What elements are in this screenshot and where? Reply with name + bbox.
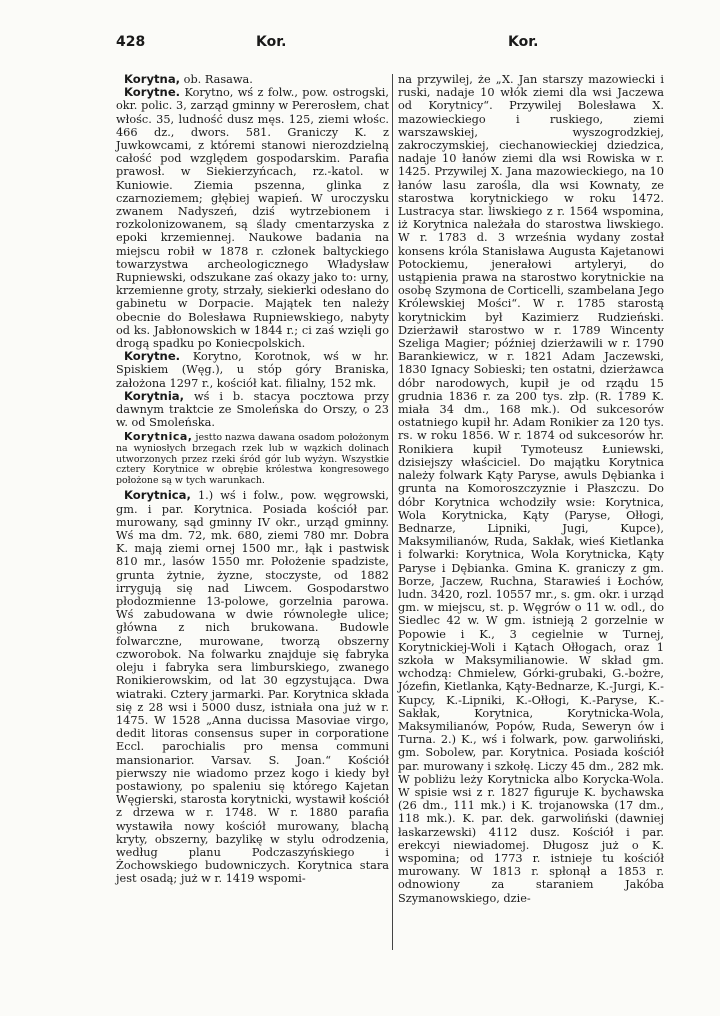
running-head-right: Kor. bbox=[508, 34, 539, 50]
entry-korytnica-1 bbox=[116, 489, 389, 885]
left-column bbox=[116, 73, 389, 886]
entry-korytnica-continued: na przywilej, że „X. Jan starszy mazowiecki i ruski, nadaje 10 włók ziemi dla wsi Jaczewa od Korytnicy“. Przywilej Bolesława X. mazowieckiego i ruskiego, ziemi warszawskiej, wyszogrodzkiej, zakroczymskiej, ciechanowieckiej dziedzica, nadaje 10 łanów ziemi dla wsi Rowiska w r. 1425. Przywilej X. Jana mazowieckiego, na 10 łanów lasu zarośla, dla wsi Kownaty, ze starostwa korytnickiego w roku 1472. Lustracya star. liwskiego z r. 1564 wspomina, iż Korytnica należała do starostwa liwskiego. W r. 1783 d. 3 września wydany został konsens króla Stanisława Augusta Kajetanowi Potockiemu, jenerałowi artyleryi, do ustąpienia prawa na starostwo korytnickie na osobę Szymona de Corticelli, szambelana Jego Królewskiej Mości“. W r. 1785 starostą korytnickim był Kazimierz Rudzieński. Dzierżawił starostwo w r. 1789 Wincenty Szeliga Magier; później dzierżawili w r. 1790 Barankiewicz, w r. 1821 Adam Jaczewski, 1830 Ignacy Sobieski; ten ostatni, dzierżawca dóbr narodowych, kupił je od rządu 15 grudnia 1836 r. za 200 tys. złp. (R. 1789 K. miała 34 dm., 168 mk.). Od sukcesorów ostatniego kupił hr. Adam Ronikier za 120 tys. rs. w roku 1856. W r. 1874 od sukcesorów hr. Ronikiera kupił Tymoteusz Łuniewski, dzisiejszy właściciel. Do majątku Korytnica należy folwark Kąty Paryse, awuls Dębianka i grunta na Komoroszczyznie i Płaszczu. Do dóbr Korytnica wchodziły wsie: Korytnica, Wola Korytnicka, Kąty (Paryse, Ołłogi, Bednarze, Lipniki, Jugi, Kupce), Maksymilianów, Ruda, Sakłak, wieś Kietlanka i folwarki: Korytnica, Wola Korytnicka, Kąty Paryse i Dębianka. Gmina K. graniczy z gm. Borze, Jaczew, Ruchna, Starawieś i Łochów, ludn. 3420, rozl. 10557 mr., s. gm. okr. i urząd gm. w miejscu, st. p. Węgrów o 11 w. odl., do Siedlec 42 w. W gm. istnieją 2 gorzelnie w Popowie i K., 3 cegielnie w Turnej, Korytnickiej-Woli i Kątach Ołłogach, oraz 1 szkoła w Maksymilianowie. W skład gm. wchodzą: Chmielew, Górki-grubaki, G.-bożre, Józefin, Kietlanka, Kąty-Bednarze, K.-Jurgi, K.-Kupcy, K.-Lipniki, K.-Ołłogi, K.-Paryse, K.-Sakłak, Korytnica, Korytnicka-Wola, Maksymilianów, Popów, Ruda, Seweryn ów i Turna. 2.) K., wś i folwark, pow. garwoliński, gm. Sobolew, par. Korytnica. Posiada kościół par. murowany i szkołę. Liczy 45 dm., 282 mk. W pobliżu leży Korytnicka albo Korycka-Wola. W spisie wsi z r. 1827 figuruje K. bychawska (26 dm., 111 mk.) i K. trojanowska (17 dm., 118 mk.). K. par. dek. garwoliński (dawniej łaskarzewski) 4112 dusz. Kościół i par. erekcyi niewiadomej. Długosz już o K. wspomina; od 1773 r. istnieje tu kościół murowany. W 1813 r. spłonął a 1853 r. odnowiony za staraniem Jakóba Szymanowskiego, dzie- bbox=[398, 73, 664, 905]
entry-headword: Korytnica, bbox=[124, 430, 193, 444]
page-number: 428 bbox=[116, 34, 146, 50]
entry-text: ob. Rasawa. bbox=[180, 73, 253, 86]
entry-korytne-1 bbox=[116, 86, 389, 350]
column-divider bbox=[392, 74, 393, 950]
entry-headword: Korytna, bbox=[124, 72, 181, 86]
entry-headword: Korytne. bbox=[124, 85, 181, 100]
entry-text: 1.) wś i folw., pow. węgrowski, gm. i par. Korytnica. Posiada kościół par. murowany, sąd gminny IV okr., urząd gminny. Wś ma dm. 72, mk. 680, ziemi 780 mr. Dobra K. mają ziemi ornej 1500 mr., łąk i pastwisk 810 mr., lasów 1550 mr. Położenie spadziste, grunta żytnie, żyzne, stoczyste, od 1882 irrygują się nad Liwcem. Gospodarstwo płodozmienne 13-polowe, gorzelnia parowa. Wś zabudowana w dwie równoległe ulice; główna z nich brukowana. Budowle folwarczne, murowane, tworzą obszerny czworobok. Na folwarku znajduje się fabryka oleju i fabryka sera limburskiego, zwanego Ronikierowskim, od lat 30 egzystująca. Dwa wiatraki. Cztery jarmarki. Par. Korytnica składa się z 28 wsi i 5000 dusz, istniała ona już w r. 1475. W 1528 „Anna ducissa Masoviae virgo, dedit litoras consensus super in corporatione Eccl. parochialis pro mensa communi mansionarior. Varsav. S. Joan.“ Kościół pierwszy nie wiadomo przez kogo i kiedy był postawiony, po spaleniu się którego Kajetan Węgierski, starosta korytnicki, wystawił kościół z drzewa w r. 1748. W r. 1880 parafia wystawiła nowy kościół murowany, blachą kryty, obszerny, bazylikę w stylu odrodzenia, według planu Podczaszyńskiego i Żochowskiego budowniczych. Korytnica stara jest osadą; już w r. 1419 wspomi- bbox=[116, 489, 389, 886]
page-header bbox=[0, 34, 720, 58]
entry-korytnia bbox=[116, 390, 389, 430]
entry-text: wś i b. stacya pocztowa przy dawnym traktcie ze Smoleńska do Orszy, o 23 w. od Smoleńska. bbox=[116, 389, 389, 430]
right-column bbox=[398, 73, 664, 905]
entry-text: jestto nazwa dawana osadom położonym na wyniosłych brzegach rzek lub w wązkich dolinach utworzonych przez rzeki śród gór lub wyżyn. Wszystkie cztery Korytnice w obrębie królestwa kongresowego położone są w tych warunkach. bbox=[116, 432, 389, 486]
running-head-left: Kor. bbox=[256, 34, 287, 50]
entry-text: Korytno, wś z folw., pow. ostrogski, okr. polic. 3, zarząd gminny w Pererosłem, chat włośc. 35, ludność dusz męs. 125, ziemi włośc. 466 dz., dwors. 581. Graniczy K. z Juwkowcami, z któremi stanowi nierozdzielną całość pod względem gospodarskim. Parafia prawosł. w Siekierzyńcach, rz.-katol. w Kuniowie. Ziemia pszenna, glinka z czarnoziemem; głębiej wapień. W uroczysku zwanem Nadyszeń, dziś wytrzebionem i rozkolonizowanem, są ślady cmentarzyska z epoki krzemiennej. Naukowe badania na miejscu robił w 1878 r. członek baltyckiego towarzystwa archeologicznego Władysław Rupniewski, odszukane zaś okazy jako to: urny, krzemienne groty, strzały, siekierki odesłano do gabinetu w Dorpacie. Majątek ten należy obecnie do Bolesława Rupniewskiego, nabyty od ks. Jabłonowskich w 1844 r.; ci zaś wzięli go drogą spadku po Koniecpolskich. bbox=[116, 86, 389, 351]
entry-korytne-2 bbox=[116, 350, 389, 390]
entry-headword: Korytnia, bbox=[124, 388, 185, 403]
entry-headword: Korytnica, bbox=[124, 488, 191, 503]
entry-headword: Korytne. bbox=[124, 349, 181, 364]
entry-text: Korytno, Korotnok, wś w hr. Spiskiem (Węg.), u stóp góry Braniska, założona 1297 r., kościół kat. filialny, 152 mk. bbox=[116, 350, 389, 390]
entry-korytnica-intro bbox=[116, 432, 389, 486]
